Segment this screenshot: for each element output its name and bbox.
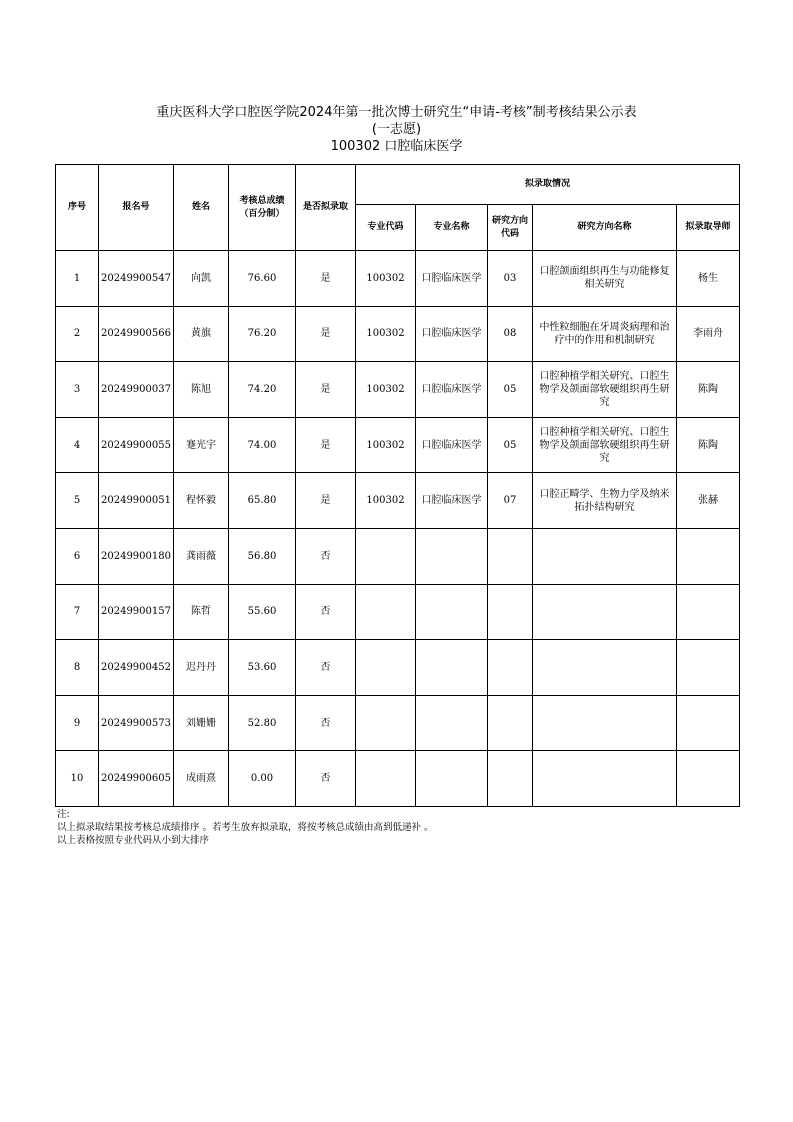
cell-name: 蹇光宇	[174, 417, 229, 473]
cell-reg-no: 20249900566	[99, 306, 174, 362]
header-direction-code: 研究方向代码	[488, 205, 533, 251]
major-heading: 100302 口腔临床医学	[330, 139, 463, 154]
cell-major-code: 100302	[356, 362, 416, 418]
notes	[57, 808, 434, 847]
cell-name: 黄旗	[174, 306, 229, 362]
table-row	[56, 362, 740, 418]
cell-major-name	[416, 695, 488, 751]
cell-direction-name: 口腔种植学相关研究、口腔生物学及颌面部软硬组织再生研究	[533, 417, 677, 473]
header-reg-no: 报名号	[99, 165, 174, 251]
cell-direction-code	[488, 751, 533, 807]
cell-direction-name	[533, 640, 677, 696]
cell-supervisor	[677, 695, 740, 751]
table-row	[56, 584, 740, 640]
cell-admitted: 是	[296, 473, 356, 529]
document-subtitle: (一志愿)	[371, 122, 422, 137]
cell-major-name	[416, 751, 488, 807]
cell-admitted: 否	[296, 584, 356, 640]
cell-reg-no: 20249900573	[99, 695, 174, 751]
cell-direction-name: 口腔种植学相关研究、口腔生物学及颌面部软硬组织再生研究	[533, 362, 677, 418]
table-row	[56, 417, 740, 473]
cell-name: 成雨熹	[174, 751, 229, 807]
cell-direction-name	[533, 751, 677, 807]
cell-major-name: 口腔临床医学	[416, 251, 488, 307]
table-row	[56, 306, 740, 362]
header-name: 姓名	[174, 165, 229, 251]
cell-name: 陈哲	[174, 584, 229, 640]
cell-score: 53.60	[229, 640, 296, 696]
cell-name: 向凯	[174, 251, 229, 307]
cell-reg-no: 20249900055	[99, 417, 174, 473]
cell-major-code: 100302	[356, 251, 416, 307]
notes-label: 注:	[57, 809, 70, 820]
cell-reg-no: 20249900452	[99, 640, 174, 696]
cell-admitted: 是	[296, 306, 356, 362]
cell-direction-code	[488, 584, 533, 640]
cell-name: 龚雨薇	[174, 528, 229, 584]
cell-reg-no: 20249900037	[99, 362, 174, 418]
notes-line-1: 以上拟录取结果按考核总成绩排序 。若考生放弃拟录取，将按考核总成绩由高到低递补 。	[57, 822, 434, 833]
cell-score: 74.20	[229, 362, 296, 418]
cell-supervisor	[677, 528, 740, 584]
cell-name: 陈旭	[174, 362, 229, 418]
header-major-name: 专业名称	[416, 205, 488, 251]
table-row	[56, 640, 740, 696]
cell-score: 74.00	[229, 417, 296, 473]
title-block	[0, 104, 793, 155]
cell-seq: 1	[56, 251, 99, 307]
cell-direction-code: 05	[488, 362, 533, 418]
header-supervisor: 拟录取导师	[677, 205, 740, 251]
cell-seq: 9	[56, 695, 99, 751]
cell-supervisor: 杨生	[677, 251, 740, 307]
cell-direction-name	[533, 584, 677, 640]
cell-score: 56.80	[229, 528, 296, 584]
cell-major-name: 口腔临床医学	[416, 306, 488, 362]
cell-major-code	[356, 528, 416, 584]
cell-reg-no: 20249900157	[99, 584, 174, 640]
cell-reg-no: 20249900605	[99, 751, 174, 807]
cell-admitted: 是	[296, 251, 356, 307]
cell-major-name	[416, 528, 488, 584]
header-seq: 序号	[56, 165, 99, 251]
cell-direction-code	[488, 528, 533, 584]
cell-supervisor	[677, 751, 740, 807]
cell-major-code	[356, 751, 416, 807]
cell-score: 65.80	[229, 473, 296, 529]
cell-supervisor: 李雨舟	[677, 306, 740, 362]
cell-major-code	[356, 640, 416, 696]
cell-major-code: 100302	[356, 417, 416, 473]
cell-direction-name	[533, 528, 677, 584]
cell-major-code: 100302	[356, 306, 416, 362]
table-row	[56, 473, 740, 529]
cell-major-name	[416, 584, 488, 640]
cell-seq: 5	[56, 473, 99, 529]
cell-seq: 4	[56, 417, 99, 473]
cell-direction-name: 口腔颌面组织再生与功能修复相关研究	[533, 251, 677, 307]
cell-score: 76.20	[229, 306, 296, 362]
cell-direction-code	[488, 640, 533, 696]
table-row	[56, 528, 740, 584]
cell-major-code	[356, 584, 416, 640]
cell-supervisor	[677, 640, 740, 696]
cell-score: 0.00	[229, 751, 296, 807]
table-row	[56, 695, 740, 751]
cell-seq: 8	[56, 640, 99, 696]
table-row	[56, 251, 740, 307]
cell-direction-name	[533, 695, 677, 751]
cell-seq: 7	[56, 584, 99, 640]
cell-admitted: 是	[296, 362, 356, 418]
cell-score: 55.60	[229, 584, 296, 640]
cell-reg-no: 20249900547	[99, 251, 174, 307]
cell-score: 76.60	[229, 251, 296, 307]
cell-reg-no: 20249900180	[99, 528, 174, 584]
header-admitted: 是否拟录取	[296, 165, 356, 251]
table-row	[56, 751, 740, 807]
cell-direction-name: 口腔正畸学、生物力学及纳米拓扑结构研究	[533, 473, 677, 529]
cell-major-code	[356, 695, 416, 751]
header-direction-name: 研究方向名称	[533, 205, 677, 251]
cell-direction-code: 03	[488, 251, 533, 307]
header-score: 考核总成绩（百分制）	[229, 165, 296, 251]
cell-admitted: 否	[296, 751, 356, 807]
cell-major-name: 口腔临床医学	[416, 473, 488, 529]
document-title: 重庆医科大学口腔医学院2024年第一批次博士研究生“申请-考核”制考核结果公示表	[156, 105, 637, 120]
header-major-code: 专业代码	[356, 205, 416, 251]
cell-supervisor: 陈陶	[677, 417, 740, 473]
cell-supervisor: 陈陶	[677, 362, 740, 418]
cell-admitted: 是	[296, 417, 356, 473]
cell-direction-code: 05	[488, 417, 533, 473]
cell-name: 刘姗姗	[174, 695, 229, 751]
cell-seq: 2	[56, 306, 99, 362]
cell-major-name	[416, 640, 488, 696]
cell-direction-code	[488, 695, 533, 751]
cell-direction-code: 07	[488, 473, 533, 529]
cell-supervisor	[677, 584, 740, 640]
cell-major-code: 100302	[356, 473, 416, 529]
header-admission-info: 拟录取情况	[356, 165, 740, 205]
cell-reg-no: 20249900051	[99, 473, 174, 529]
cell-seq: 6	[56, 528, 99, 584]
cell-admitted: 否	[296, 640, 356, 696]
cell-seq: 10	[56, 751, 99, 807]
cell-admitted: 否	[296, 528, 356, 584]
cell-seq: 3	[56, 362, 99, 418]
cell-name: 迟丹丹	[174, 640, 229, 696]
results-table	[55, 164, 740, 807]
cell-major-name: 口腔临床医学	[416, 417, 488, 473]
cell-direction-code: 08	[488, 306, 533, 362]
cell-score: 52.80	[229, 695, 296, 751]
cell-supervisor: 张赫	[677, 473, 740, 529]
cell-name: 程怀毅	[174, 473, 229, 529]
notes-line-2: 以上表格按照专业代码从小到大排序	[57, 835, 210, 846]
cell-admitted: 否	[296, 695, 356, 751]
cell-major-name: 口腔临床医学	[416, 362, 488, 418]
cell-direction-name: 中性粒细胞在牙周炎病理和治疗中的作用和机制研究	[533, 306, 677, 362]
